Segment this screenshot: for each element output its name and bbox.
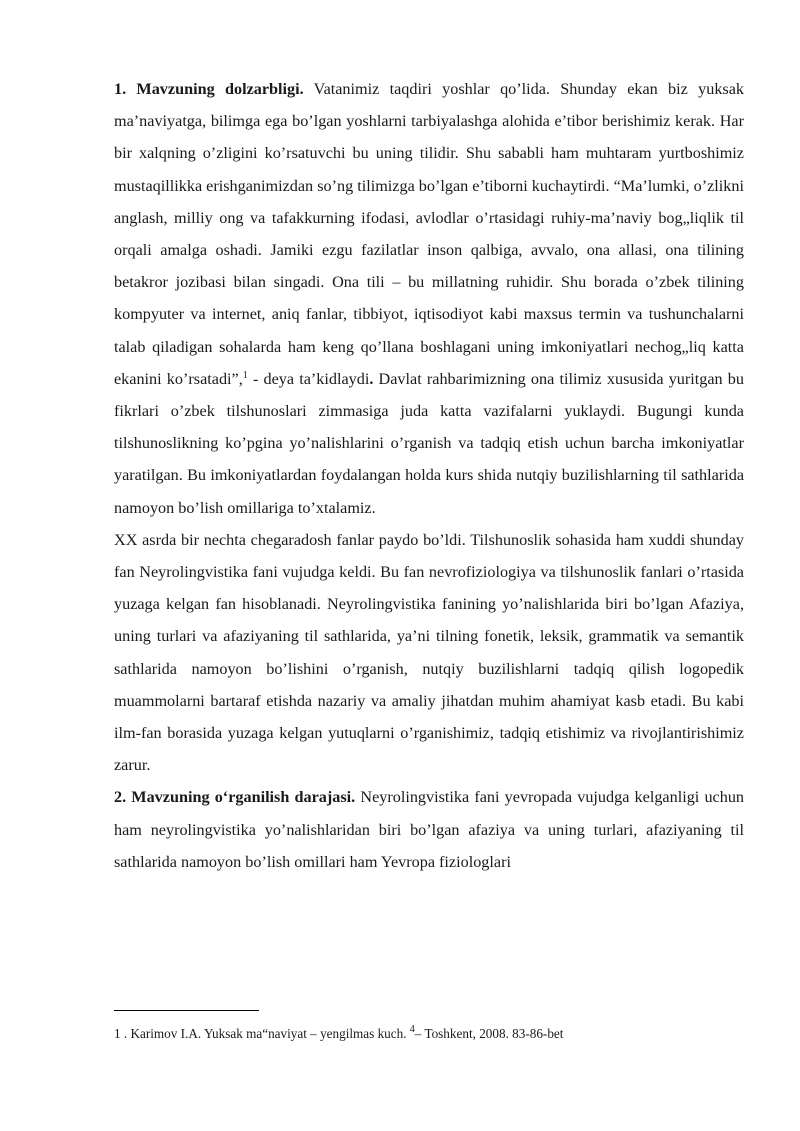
section1-heading: 1. Mavzuning dolzarbligi. bbox=[114, 80, 304, 98]
section1-text-a: Vatanimiz taqdiri yoshlar qo’lida. Shunday ekan biz yuksak ma’naviyatga, bilimga ega bo’lgan yoshlarni tarbiyalashga alohida e’tibor berishimiz kerak. Har bir xalqning o’zligini ko’rsatuvchi bu uning tilidir. Shu sababli ham muhtaram yurtboshimiz mustaqillikka erishganimizdan so’ng tilimizga bo’lgan e’tiborni kuchaytirdi. “Ma’lumki, o’zlikni anglash, milliy ong va tafakkurning ifodasi, avlodlar o’rtasidagi ruhiy-ma’naviy bog„liqlik til orqali amalga oshadi. Jamiki ezgu fazilatlar inson qalbiga, avvalo, ona allasi, ona tilining betakror jozibasi bilan singadi. Ona tili – bu millatning ruhidir. Shu borada o’zbek tilining kompyuter va internet, aniq fanlar, tibbiyot, iqtisodiyot kabi maxsus termin va tushunchalarni talab qiladigan sohalarda ham keng qo’llana boshlagani uning imkoniyatlari nechog„liq katta ekanini ko’rsatadi”, bbox=[114, 80, 744, 388]
body-text bbox=[114, 73, 744, 878]
footnote-text-a: . Karimov I.A. Yuksak ma“naviyat – yengilmas kuch. bbox=[120, 1026, 410, 1041]
footnote-separator bbox=[114, 1010, 259, 1011]
section1-text-c: Davlat rahbarimizning ona tilimiz xususida yuritgan bu fikrlari o’zbek tilshunoslari zimmasiga juda katta vazifalarni yuklaydi. Bugungi kunda tilshunoslikning ko’pgina yo’nalishlarini o’rganish va tadqiq etish uchun barcha imkoniyatlar yaratilgan. Bu imkoniyatlardan foydalangan holda kurs shida nutqiy buzilishlarning til sathlarida namoyon bo’lish omillariga to’xtalamiz. bbox=[114, 369, 744, 517]
footnote-reference[interactable]: 1 bbox=[242, 369, 248, 381]
footnote bbox=[114, 1024, 744, 1044]
footnote-page-marker: 4 bbox=[409, 1024, 415, 1035]
footnote-text-b: – Toshkent, 2008. 83-86-bet bbox=[414, 1026, 564, 1041]
section1-paragraph bbox=[114, 73, 744, 524]
paragraph-2: XX asrda bir nechta chegaradosh fanlar paydo bo’ldi. Tilshunoslik sohasida ham xuddi shunday fan Neyrolingvistika fani vujudga keldi. Bu fan nevrofiziologiya va tilshunoslik fanlari o’rtasida yuzaga kelgan fan hisoblanadi. Neyrolingvistika fanining yo’nalishlarida biri bo’lgan Afaziya, uning turlari va afaziyaning til sathlarida, ya’ni tilning fonetik, leksik, grammatik va semantik sathlarida namoyon bo’lishini o’rganish, nutqiy buzilishlarni tadqiq qilish logopedik muammolarni bartaraf etishda nazariy va amaliy jihatdan muhim ahamiyat kasb etadi. Bu kabi ilm-fan borasida yuzaga kelgan yutuqlarni o’rganishimiz, tadqiq etishimiz va rivojlantirishimiz zarur. bbox=[114, 530, 744, 775]
section1-text-b-dot: . bbox=[369, 369, 374, 388]
footnote-number: 1 bbox=[114, 1026, 121, 1041]
section2-heading: 2. Mavzuning o‘rganilish darajasi. bbox=[114, 788, 356, 807]
section2-text: Neyrolingvistika fani yevropada vujudga kelganligi uchun ham neyrolingvistika yo’nalishlaridan biri bo’lgan afaziya va uning turlari, afaziyaning til sathlarida namoyon bo’lish omillari ham Yevropa fiziologlari bbox=[114, 788, 745, 871]
section2-paragraph bbox=[114, 781, 744, 878]
section1-text-b: - deya ta’kidlaydi bbox=[247, 369, 370, 388]
